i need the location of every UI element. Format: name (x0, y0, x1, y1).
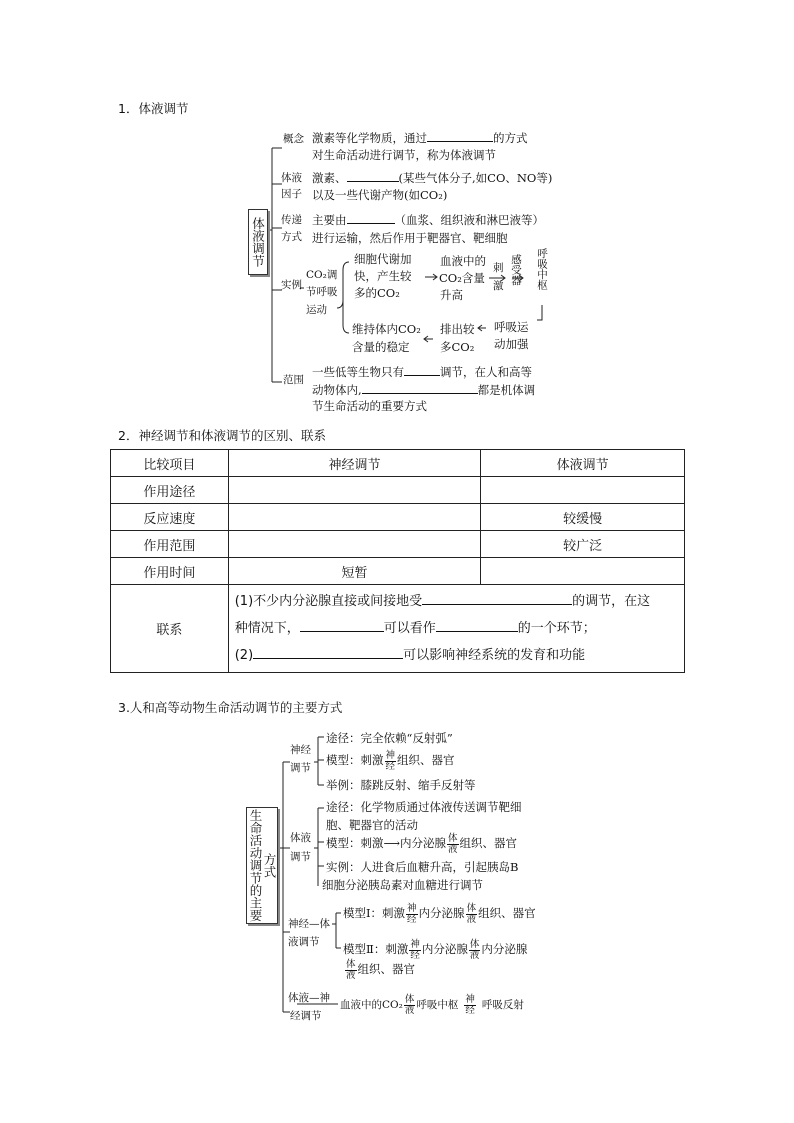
frac-nh3: $\frac{\text{神}}{\text{经}}$ (410, 938, 420, 961)
humoral-label-1: 体液 (290, 832, 311, 844)
link-l2b: 可以看作 (383, 621, 436, 636)
scope-line2a: 动物体内, (312, 383, 362, 397)
frac-nh2: $\frac{\text{体}}{\text{液}}$ (466, 902, 477, 925)
example-n5-2: 动加强 (494, 337, 529, 351)
example-n6-2: 多CO₂ (440, 340, 475, 354)
example-receptor: 感受器 (510, 254, 522, 286)
table-cell: 作用途径 (111, 477, 229, 504)
link-l1b: 的调节，在这 (572, 594, 651, 609)
concept-line2: 对生命活动进行调节，称为体液调节 (312, 148, 496, 162)
scope-line1b: 调节，在人和高等 (440, 365, 532, 379)
nh-m2b: 内分泌腺 (421, 942, 468, 956)
nh-m2a: 模型Ⅱ：刺激 (343, 942, 409, 956)
transport-label-1: 传递 (281, 214, 302, 226)
table-cell: 较缓慢 (481, 504, 685, 531)
humoral-label-2: 调节 (290, 851, 311, 863)
scope-line3: 节生命活动的重要方式 (312, 399, 427, 413)
link-l3b: 可以影响神经系统的发育和功能 (403, 648, 586, 663)
neurohumoral-label-1: 神经—体 (288, 918, 330, 930)
neural-model-a: 模型：刺激 (326, 753, 384, 767)
example-center: 呼吸中枢 (536, 248, 548, 290)
frac-neural: $\frac{\text{神}}{\text{经}}$ (385, 749, 396, 772)
frac-hn1: $\frac{\text{体}}{\text{液}}$ (404, 993, 415, 1016)
link-l1a: (1)不少内分泌腺直接或间接地受 (234, 594, 423, 609)
humoral-model-b: 组织、器官 (459, 836, 518, 850)
example-n5-1: 呼吸运 (494, 320, 529, 334)
nh-m1c: 组织、器官 (478, 906, 536, 920)
humoralneural-flow (340, 994, 524, 1016)
section3-heading: 3.人和高等动物生命活动调节的主要方式 (118, 700, 343, 715)
humoral-model (326, 832, 517, 855)
frac-nh4: $\frac{\text{体}}{\text{液}}$ (469, 938, 480, 961)
section2-heading: 2．神经调节和体液调节的区别、联系 (118, 428, 326, 443)
hn-c: 呼吸反射 (481, 999, 524, 1011)
factor-label-2: 因子 (281, 188, 302, 200)
neurohumoral-label-2: 液调节 (288, 936, 320, 948)
neurohumoral-model1 (343, 902, 536, 925)
example-n6-1: 排出较 (440, 322, 475, 336)
section1-root-box: 体液调节 (248, 209, 268, 275)
humoral-path-1: 途径：化学物质通过体液传送调节靶细 (326, 800, 522, 814)
example-n2-2: CO₂含量 (439, 271, 485, 285)
example-n7-2: 含量的稳定 (352, 340, 410, 354)
nh-m1b: 内分泌腺 (418, 906, 465, 920)
factor-line1b: (某些气体分子,如CO、NO等) (398, 171, 553, 185)
table-cell: 较广泛 (481, 531, 685, 558)
scope-line1a: 一些低等生物只有 (312, 365, 404, 379)
example-n1-2: 快，产生较 (354, 269, 412, 283)
table-cell: 作用时间 (111, 558, 229, 585)
concept-line1b: 的方式 (493, 131, 528, 145)
hn-a: 血液中的CO₂ (340, 999, 403, 1011)
section3-root-box: 生命活动调节的主要方式 (246, 807, 278, 924)
nh-m1a: 模型Ⅰ：刺激 (343, 906, 406, 920)
example-stim-2: 激 (493, 280, 504, 292)
nh-m2d: 组织、器官 (357, 962, 416, 976)
hn-b: 呼吸中枢 (416, 999, 459, 1011)
scope-label: 范围 (283, 374, 304, 386)
link-l2c: 的一个环节； (517, 621, 596, 636)
neurohumoral-model2-cont (344, 958, 415, 981)
example-n1-3: 多的CO₂ (354, 286, 400, 300)
frac-humoral: $\frac{\text{体}}{\text{液}}$ (448, 832, 458, 855)
example-n2-3: 升高 (440, 288, 463, 302)
concept-line1a: 激素等化学物质，通过 (312, 131, 427, 145)
table-header: 比较项目 (111, 450, 229, 477)
frac-nh1: $\frac{\text{神}}{\text{经}}$ (407, 902, 417, 925)
table-cell: 短暂 (228, 558, 481, 585)
example-label: 实例 (281, 279, 302, 291)
table-cell: 作用范围 (111, 531, 229, 558)
humoral-path-2: 胞、靶器官的活动 (326, 818, 418, 832)
link-l2a: 种情况下， (234, 621, 300, 636)
example-n7-1: 维持体内CO₂ (352, 322, 421, 336)
example-sub-2: 节呼吸 (306, 286, 338, 298)
humoral-ex-1: 实例：人进食后血糖升高，引起胰岛B (326, 860, 519, 874)
neural-model (326, 749, 455, 772)
factor-line1a: 激素、 (312, 171, 347, 185)
neural-model-b: 组织、器官 (397, 753, 455, 767)
factor-label-1: 体液 (281, 172, 302, 184)
frac-nh5: $\frac{\text{体}}{\text{液}}$ (346, 958, 356, 981)
example-n1-1: 细胞代谢加 (354, 252, 412, 266)
table-cell: 反应速度 (111, 504, 229, 531)
example-stim-1: 刺 (493, 262, 504, 274)
transport-label-2: 方式 (281, 231, 302, 243)
humoral-model-a: 模型：刺激⟶内分泌腺 (326, 836, 446, 850)
frac-hn2: $\frac{\text{神}}{\text{经}}$ (465, 993, 475, 1016)
table-header: 体液调节 (481, 450, 685, 477)
humoralneural-label-2: 经调节 (290, 1010, 322, 1022)
example-sub-3: 运动 (306, 304, 327, 316)
factor-line2: 以及一些代谢产物(如CO₂) (312, 188, 448, 202)
neural-label-1: 神经 (290, 744, 311, 756)
nh-m2c: 内分泌腺 (481, 942, 528, 956)
table-header: 神经调节 (228, 450, 481, 477)
neural-label-2: 调节 (290, 762, 311, 774)
link-l3a: (2) (234, 648, 254, 663)
link-label: 联系 (111, 585, 229, 673)
transport-line1b: （血浆、组织液和淋巴液等） (394, 213, 544, 227)
transport-line2: 进行运输，然后作用于靶器官、靶细胞 (312, 231, 508, 245)
humoral-ex-2: 细胞分泌胰岛素对血糖进行调节 (322, 878, 483, 892)
neural-path: 途径：完全依赖“反射弧” (326, 731, 453, 745)
scope-line2b: 都是机体调 (477, 383, 536, 397)
transport-line1a: 主要由 (312, 213, 347, 227)
neural-example: 举例：膝跳反射、缩手反射等 (326, 778, 476, 792)
concept-label: 概念 (283, 133, 304, 145)
example-sub-1: CO₂调 (306, 269, 338, 281)
example-n2-1: 血液中的 (440, 254, 486, 268)
section1-heading: 1．体液调节 (118, 101, 189, 116)
humoralneural-label-1: 体液—神 (288, 992, 330, 1004)
